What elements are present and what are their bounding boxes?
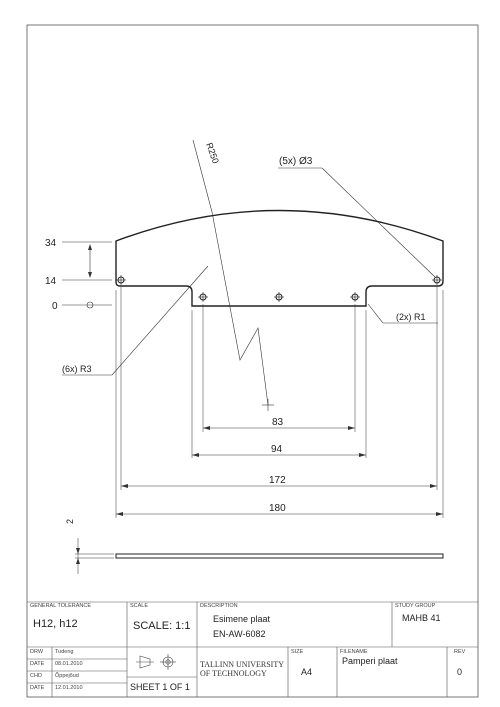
- study-group-label: STUDY GROUP: [395, 603, 436, 609]
- row-label: CHD: [30, 673, 42, 679]
- general-tolerance-label: GENERAL TOLERANCE: [30, 603, 92, 609]
- row-value: 08.01.2010: [55, 661, 83, 667]
- row-value: 12.01.2010: [55, 685, 83, 691]
- dim-2: 2: [65, 518, 75, 524]
- description-line1: Esimene plaat: [213, 614, 271, 624]
- size-label: SIZE: [291, 649, 304, 655]
- dim-180: 180: [269, 503, 286, 514]
- row-label: DATE: [30, 685, 45, 691]
- dim-r1: (2x) R1: [396, 312, 426, 322]
- ordinate-dimensions: [62, 242, 112, 308]
- filename-label: FILENAME: [340, 649, 368, 655]
- sheet-border: [27, 25, 478, 697]
- general-tolerance-value: H12, h12: [33, 618, 78, 630]
- thickness-dimension: [75, 538, 114, 574]
- sheet-number: SHEET 1 OF 1: [130, 682, 190, 692]
- dim-83: 83: [272, 417, 284, 428]
- filename-value: Pamperi plaat: [342, 656, 398, 666]
- rev-label: REV: [454, 649, 466, 655]
- rev-value: 0: [457, 667, 463, 677]
- row-label: DRW: [30, 649, 44, 655]
- row-value: Õppejõud: [55, 673, 79, 679]
- r3-leader: [62, 266, 208, 375]
- dim-14: 14: [45, 276, 57, 287]
- dim-34: 34: [45, 238, 57, 249]
- size-value: A4: [301, 667, 313, 677]
- dim-94: 94: [271, 444, 283, 455]
- part-outline: [116, 211, 443, 307]
- row-value: Tudeng: [55, 649, 74, 655]
- dim-r250: R250: [204, 141, 221, 165]
- d3-leader: [278, 168, 435, 277]
- scale-label: SCALE: [130, 603, 149, 609]
- dim-r3: (6x) R3: [62, 364, 92, 374]
- dim-d3: (5x) Ø3: [279, 156, 313, 167]
- dim-0: 0: [52, 301, 58, 312]
- holes: [116, 275, 442, 302]
- row-label: DATE: [30, 661, 45, 667]
- university-line2: OF TECHNOLOGY: [200, 669, 267, 678]
- study-group-value: MAHB 41: [402, 613, 441, 623]
- dim-172: 172: [269, 475, 286, 486]
- horizontal-dimensions: [116, 428, 443, 514]
- scale-value: SCALE: 1:1: [133, 620, 191, 632]
- first-angle-projection-icon: [136, 654, 176, 670]
- description-line2: EN-AW-6082: [213, 629, 266, 639]
- side-view: [116, 554, 443, 558]
- university-line1: TALLINN UNIVERSITY: [200, 660, 285, 669]
- description-label: DESCRIPTION: [200, 603, 238, 609]
- r250-leader: [193, 140, 274, 411]
